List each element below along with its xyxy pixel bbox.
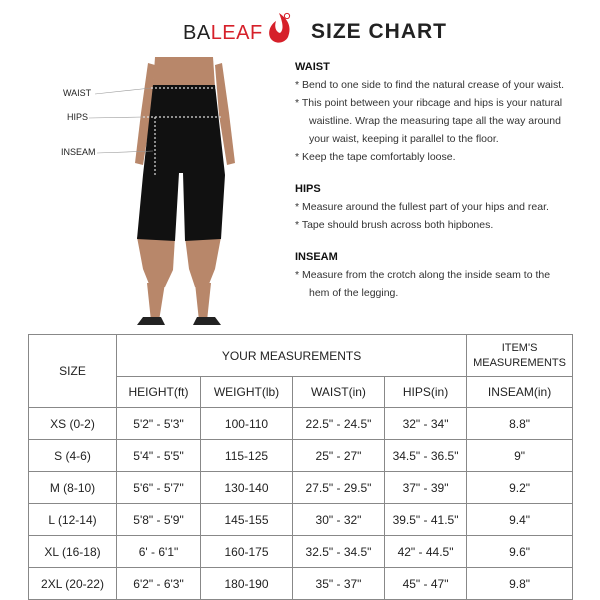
table-cell: 5'6" - 5'7" (117, 472, 201, 504)
table-cell: 9.4" (467, 504, 573, 536)
table-row (29, 440, 573, 472)
item-measurements-header: ITEM'S MEASUREMENTS (467, 335, 573, 377)
model-figure (55, 55, 285, 325)
table-cell: 5'4" - 5'5" (117, 440, 201, 472)
table-cell: 27.5" - 29.5" (293, 472, 385, 504)
table-cell: L (12-14) (29, 504, 117, 536)
table-row (29, 472, 573, 504)
table-cell: 9.2" (467, 472, 573, 504)
table-cell: 160-175 (201, 536, 293, 568)
table-cell: 130-140 (201, 472, 293, 504)
section-title-hips: HIPS (295, 183, 321, 195)
table-cell: 30" - 32" (293, 504, 385, 536)
table-cell: 115-125 (201, 440, 293, 472)
table-cell: 9" (467, 440, 573, 472)
table-cell: 180-190 (201, 568, 293, 600)
column-header: INSEAM(in) (467, 377, 573, 408)
table-cell: 100-110 (201, 408, 293, 440)
group-header: YOUR MEASUREMENTS (117, 335, 467, 377)
table-cell: S (4-6) (29, 440, 117, 472)
hips-tip-1: * Measure around the fullest part of your hips and rear. (295, 201, 549, 213)
waist-tip-1: * Bend to one side to find the natural crease of your waist. (295, 79, 565, 91)
table-cell: 45" - 47" (385, 568, 467, 600)
figure-label-waist: WAIST (63, 88, 92, 98)
table-cell: 34.5" - 36.5" (385, 440, 467, 472)
table-cell: 145-155 (201, 504, 293, 536)
table-cell: 5'8" - 5'9" (117, 504, 201, 536)
table-cell: 6' - 6'1" (117, 536, 201, 568)
table-cell: 22.5" - 24.5" (293, 408, 385, 440)
column-header: HEIGHT(ft) (117, 377, 201, 408)
size-header: SIZE (29, 335, 117, 408)
hips-tip-2: * Tape should brush across both hipbones. (295, 219, 494, 231)
brand-wordmark (183, 22, 263, 45)
table-cell: 39.5" - 41.5" (385, 504, 467, 536)
table-cell: 32" - 34" (385, 408, 467, 440)
waist-tip-3: * Keep the tape comfortably loose. (295, 151, 456, 163)
table-row (29, 408, 573, 440)
section-title-waist: WAIST (295, 61, 330, 73)
table-cell: 42" - 44.5" (385, 536, 467, 568)
table-cell: 35" - 37" (293, 568, 385, 600)
table-cell: 6'2" - 6'3" (117, 568, 201, 600)
table-cell: 9.6" (467, 536, 573, 568)
column-header: HIPS(in) (385, 377, 467, 408)
brand-prefix: BA (183, 22, 211, 44)
figure-label-inseam: INSEAM (61, 147, 96, 157)
measurement-instructions (295, 58, 595, 302)
section-title-inseam: INSEAM (295, 251, 338, 263)
table-cell: XL (16-18) (29, 536, 117, 568)
table-cell: 32.5" - 34.5" (293, 536, 385, 568)
figure-label-hips: HIPS (67, 112, 89, 122)
column-header: WAIST(in) (293, 377, 385, 408)
table-row (29, 568, 573, 600)
table-row (29, 504, 573, 536)
table-cell: 37" - 39" (385, 472, 467, 504)
size-table (28, 334, 573, 600)
table-cell: 9.8" (467, 568, 573, 600)
brand-suffix: LEAF (210, 22, 263, 44)
inseam-tip-1: * Measure from the crotch along the inside seam to the hem of the legging. (295, 269, 551, 299)
table-cell: 25" - 27" (293, 440, 385, 472)
table-cell: 5'2" - 5'3" (117, 408, 201, 440)
header (0, 8, 600, 52)
table-cell: XS (0-2) (29, 408, 117, 440)
table-cell: 8.8" (467, 408, 573, 440)
table-cell: M (8-10) (29, 472, 117, 504)
waist-tip-2: * This point between your ribcage and hips is your natural waistline. Wrap the measuring tape all the way around your waist, keeping it parallel to the floor. (295, 97, 563, 145)
page-title: SIZE CHART (311, 20, 447, 43)
table-cell: 2XL (20-22) (29, 568, 117, 600)
flame-leaf-logo-icon (264, 11, 294, 47)
table-row (29, 536, 573, 568)
column-header: WEIGHT(lb) (201, 377, 293, 408)
